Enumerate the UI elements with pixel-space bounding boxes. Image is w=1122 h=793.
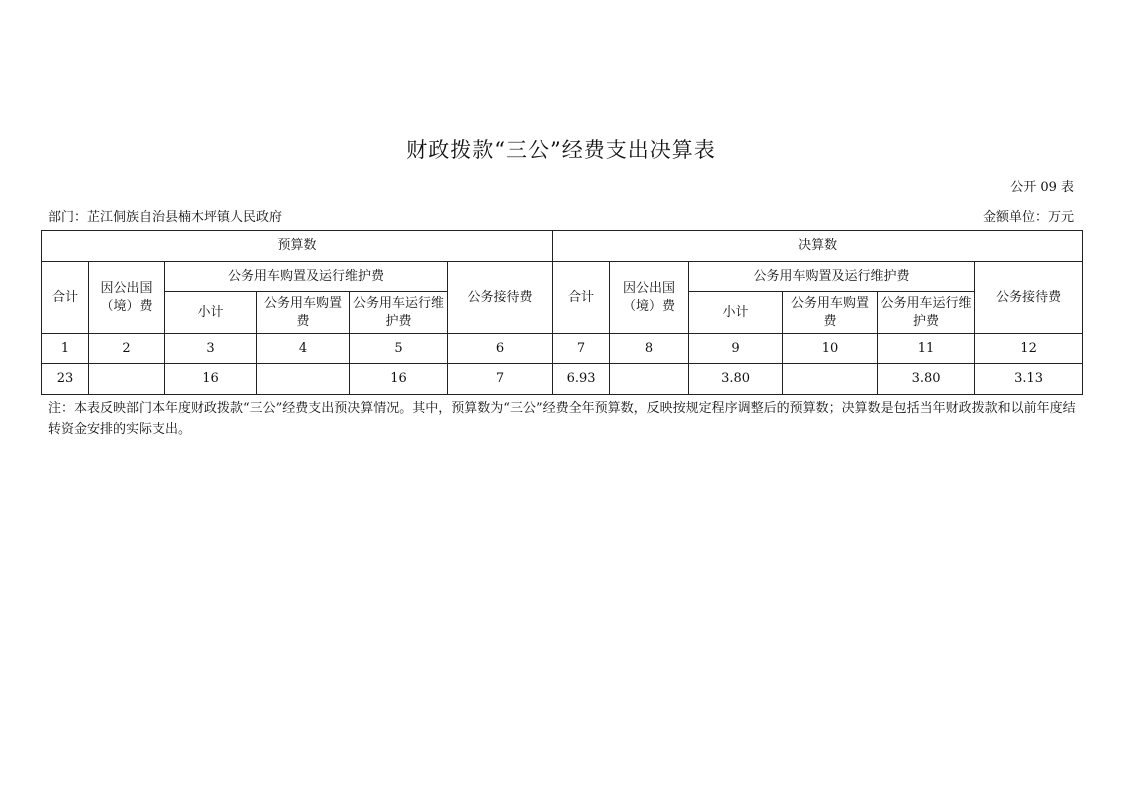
final-total-value: 6.93 (553, 364, 610, 395)
budget-reception-header: 公务接待费 (448, 262, 553, 334)
final-operation-value: 3.80 (878, 364, 975, 395)
budget-abroad-header: 因公出国（境）费 (89, 262, 165, 334)
budget-reception-value: 7 (448, 364, 553, 395)
column-number: 6 (448, 334, 553, 364)
budget-subtotal-value: 16 (165, 364, 257, 395)
department-label: 部门：芷江侗族自治县楠木坪镇人民政府 (48, 210, 283, 225)
final-group-header: 决算数 (553, 231, 1083, 262)
budget-operation-value: 16 (350, 364, 448, 395)
final-total-header: 合计 (553, 262, 610, 334)
page-title: 财政拨款“三公”经费支出决算表 (406, 138, 716, 162)
column-number: 7 (553, 334, 610, 364)
three-public-expense-table (41, 230, 1083, 395)
column-number: 10 (783, 334, 878, 364)
budget-total-header: 合计 (42, 262, 89, 334)
final-vehicle-header: 公务用车购置及运行维护费 (689, 262, 975, 292)
final-purchase-header: 公务用车购置费 (783, 292, 878, 334)
budget-purchase-header: 公务用车购置费 (257, 292, 350, 334)
column-number: 11 (878, 334, 975, 364)
column-number: 2 (89, 334, 165, 364)
budget-operation-header: 公务用车运行维护费 (350, 292, 448, 334)
budget-total-value: 23 (42, 364, 89, 395)
column-number: 1 (42, 334, 89, 364)
column-number: 5 (350, 334, 448, 364)
final-purchase-value (783, 364, 878, 395)
final-reception-header: 公务接待费 (975, 262, 1083, 334)
column-number: 9 (689, 334, 783, 364)
final-subtotal-value: 3.80 (689, 364, 783, 395)
budget-subtotal-header: 小计 (165, 292, 257, 334)
final-operation-header: 公务用车运行维护费 (878, 292, 975, 334)
column-number: 3 (165, 334, 257, 364)
final-reception-value: 3.13 (975, 364, 1083, 395)
final-abroad-header: 因公出国（境）费 (610, 262, 689, 334)
budget-purchase-value (257, 364, 350, 395)
column-number: 12 (975, 334, 1083, 364)
footnote: 注：本表反映部门本年度财政拨款“三公”经费支出预决算情况。其中，预算数为“三公”经费全年预算数，反映按规定程序调整后的预算数；决算数是包括当年财政拨款和以前年度结转资金安排的实际支出。 (48, 401, 1076, 437)
column-number-row (42, 334, 1083, 364)
column-number: 4 (257, 334, 350, 364)
budget-abroad-value (89, 364, 165, 395)
final-subtotal-header: 小计 (689, 292, 783, 334)
final-abroad-value (610, 364, 689, 395)
amount-unit-label: 金额单位：万元 (982, 210, 1074, 225)
column-number: 8 (610, 334, 689, 364)
budget-group-header: 预算数 (42, 231, 553, 262)
form-number: 公开 09 表 (1010, 180, 1074, 195)
value-row (42, 364, 1083, 395)
budget-vehicle-header: 公务用车购置及运行维护费 (165, 262, 448, 292)
